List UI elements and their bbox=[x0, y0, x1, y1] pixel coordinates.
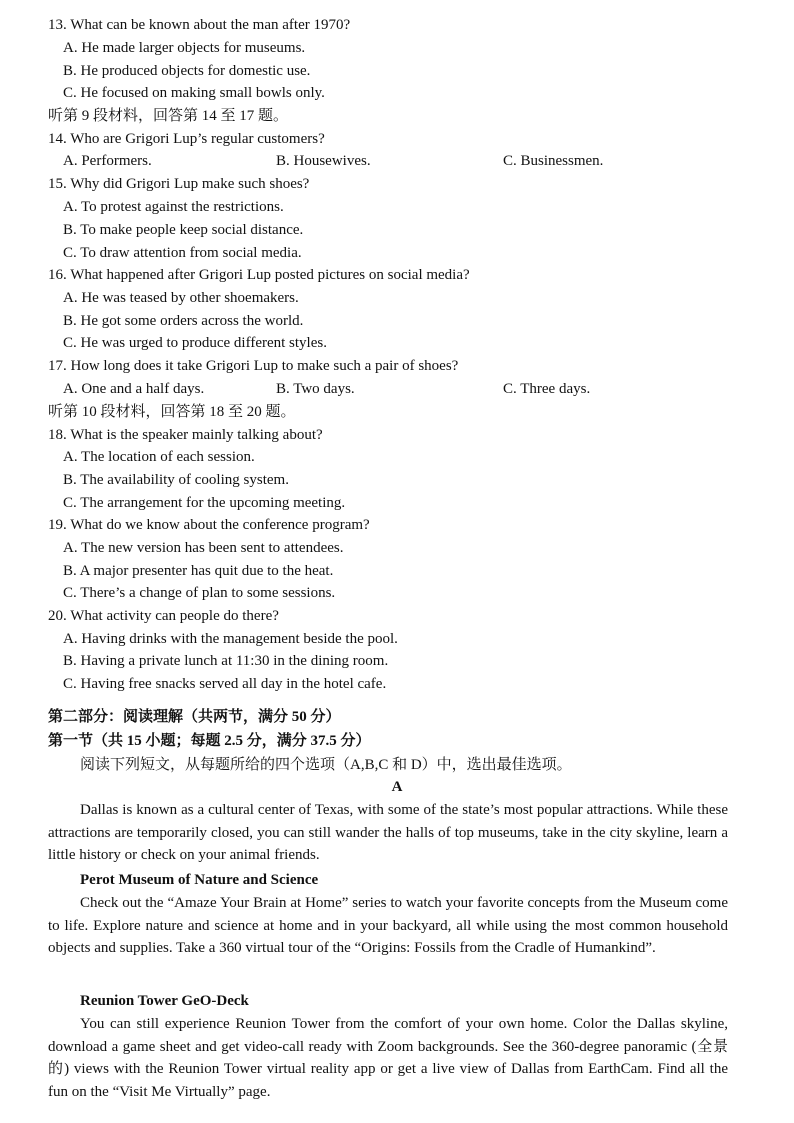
question-19-option-a: A. The new version has been sent to attendees. bbox=[63, 540, 344, 556]
question-15-option-a: A. To protest against the restrictions. bbox=[63, 199, 284, 215]
question-14-option-a: A. Performers. bbox=[63, 153, 152, 169]
question-19-stem: 19. What do we know about the conference program? bbox=[48, 517, 370, 533]
question-15-stem: 15. Why did Grigori Lup make such shoes? bbox=[48, 176, 310, 192]
question-13-option-c: C. He focused on making small bowls only. bbox=[63, 85, 325, 101]
perot-museum-body: Check out the “Amaze Your Brain at Home” series to watch your favorite concepts from the Museum come to life. Explore nature and science at home and in your backyard, all while using the most common household objects and supplies. Take a 360 virtual tour of the “Origins: Fossils from the Cradle of Humankind”. bbox=[48, 895, 728, 957]
reading-instruction: 阅读下列短文，从每题所给的四个选项（A,B,C 和 D）中，选出最佳选项。 bbox=[80, 757, 572, 773]
part-2-heading: 第二部分：阅读理解（共两节，满分 50 分） bbox=[48, 709, 341, 725]
reunion-tower-body: You can still experience Reunion Tower from the comfort of your own home. Color the Dallas skyline, download a game sheet and get video-call ready with Zoom backgrounds. See the 360-degree panoramic (全景的) views with the Reunion Tower virtual reality app or get a live view of Dallas from EarthCam. Find all the fun on the “Visit Me Virtually” page. bbox=[48, 1016, 728, 1101]
question-16-stem: 16. What happened after Grigori Lup posted pictures on social media? bbox=[48, 267, 470, 283]
reunion-tower-title: Reunion Tower GeO-Deck bbox=[80, 993, 249, 1009]
perot-museum-title: Perot Museum of Nature and Science bbox=[80, 872, 319, 888]
question-15-option-c: C. To draw attention from social media. bbox=[63, 245, 302, 261]
question-20-option-a: A. Having drinks with the management beside the pool. bbox=[63, 631, 398, 647]
question-16-option-b: B. He got some orders across the world. bbox=[63, 313, 304, 329]
question-17-option-b: B. Two days. bbox=[276, 381, 355, 397]
question-20-option-c: C. Having free snacks served all day in the hotel cafe. bbox=[63, 676, 387, 692]
question-17-option-a: A. One and a half days. bbox=[63, 381, 205, 397]
question-18-option-b: B. The availability of cooling system. bbox=[63, 472, 289, 488]
section-9-heading: 听第 9 段材料，回答第 14 至 17 题。 bbox=[48, 108, 289, 124]
question-14-option-c: C. Businessmen. bbox=[503, 153, 604, 169]
question-19-option-b: B. A major presenter has quit due to the heat. bbox=[63, 563, 334, 579]
question-17-stem: 17. How long does it take Grigori Lup to make such a pair of shoes? bbox=[48, 358, 459, 374]
passage-label: A bbox=[391, 779, 403, 795]
passage-intro: Dallas is known as a cultural center of Texas, with some of the state’s most popular attractions. While these attractions are temporarily closed, you can still wander the halls of top museums, take in the city skyline, learn a little history or check on your animal friends. bbox=[48, 802, 728, 864]
question-16-option-c: C. He was urged to produce different styles. bbox=[63, 335, 327, 351]
question-13-option-b: B. He produced objects for domestic use. bbox=[63, 63, 311, 79]
question-19-option-c: C. There’s a change of plan to some sessions. bbox=[63, 585, 336, 601]
question-18-option-c: C. The arrangement for the upcoming meeting. bbox=[63, 495, 346, 511]
question-18-option-a: A. The location of each session. bbox=[63, 449, 255, 465]
question-15-option-b: B. To make people keep social distance. bbox=[63, 222, 304, 238]
question-13-option-a: A. He made larger objects for museums. bbox=[63, 40, 306, 56]
question-20-stem: 20. What activity can people do there? bbox=[48, 608, 279, 624]
question-20-option-b: B. Having a private lunch at 11:30 in the dining room. bbox=[63, 653, 389, 669]
question-16-option-a: A. He was teased by other shoemakers. bbox=[63, 290, 299, 306]
section-10-heading: 听第 10 段材料，回答第 18 至 20 题。 bbox=[48, 404, 296, 420]
question-14-option-b: B. Housewives. bbox=[276, 153, 371, 169]
section-1-heading: 第一节（共 15 小题；每题 2.5 分，满分 37.5 分） bbox=[48, 733, 371, 749]
question-17-option-c: C. Three days. bbox=[503, 381, 591, 397]
question-14-stem: 14. Who are Grigori Lup’s regular customers? bbox=[48, 131, 325, 147]
question-18-stem: 18. What is the speaker mainly talking about? bbox=[48, 427, 323, 443]
question-13-stem: 13. What can be known about the man after 1970? bbox=[48, 17, 351, 33]
